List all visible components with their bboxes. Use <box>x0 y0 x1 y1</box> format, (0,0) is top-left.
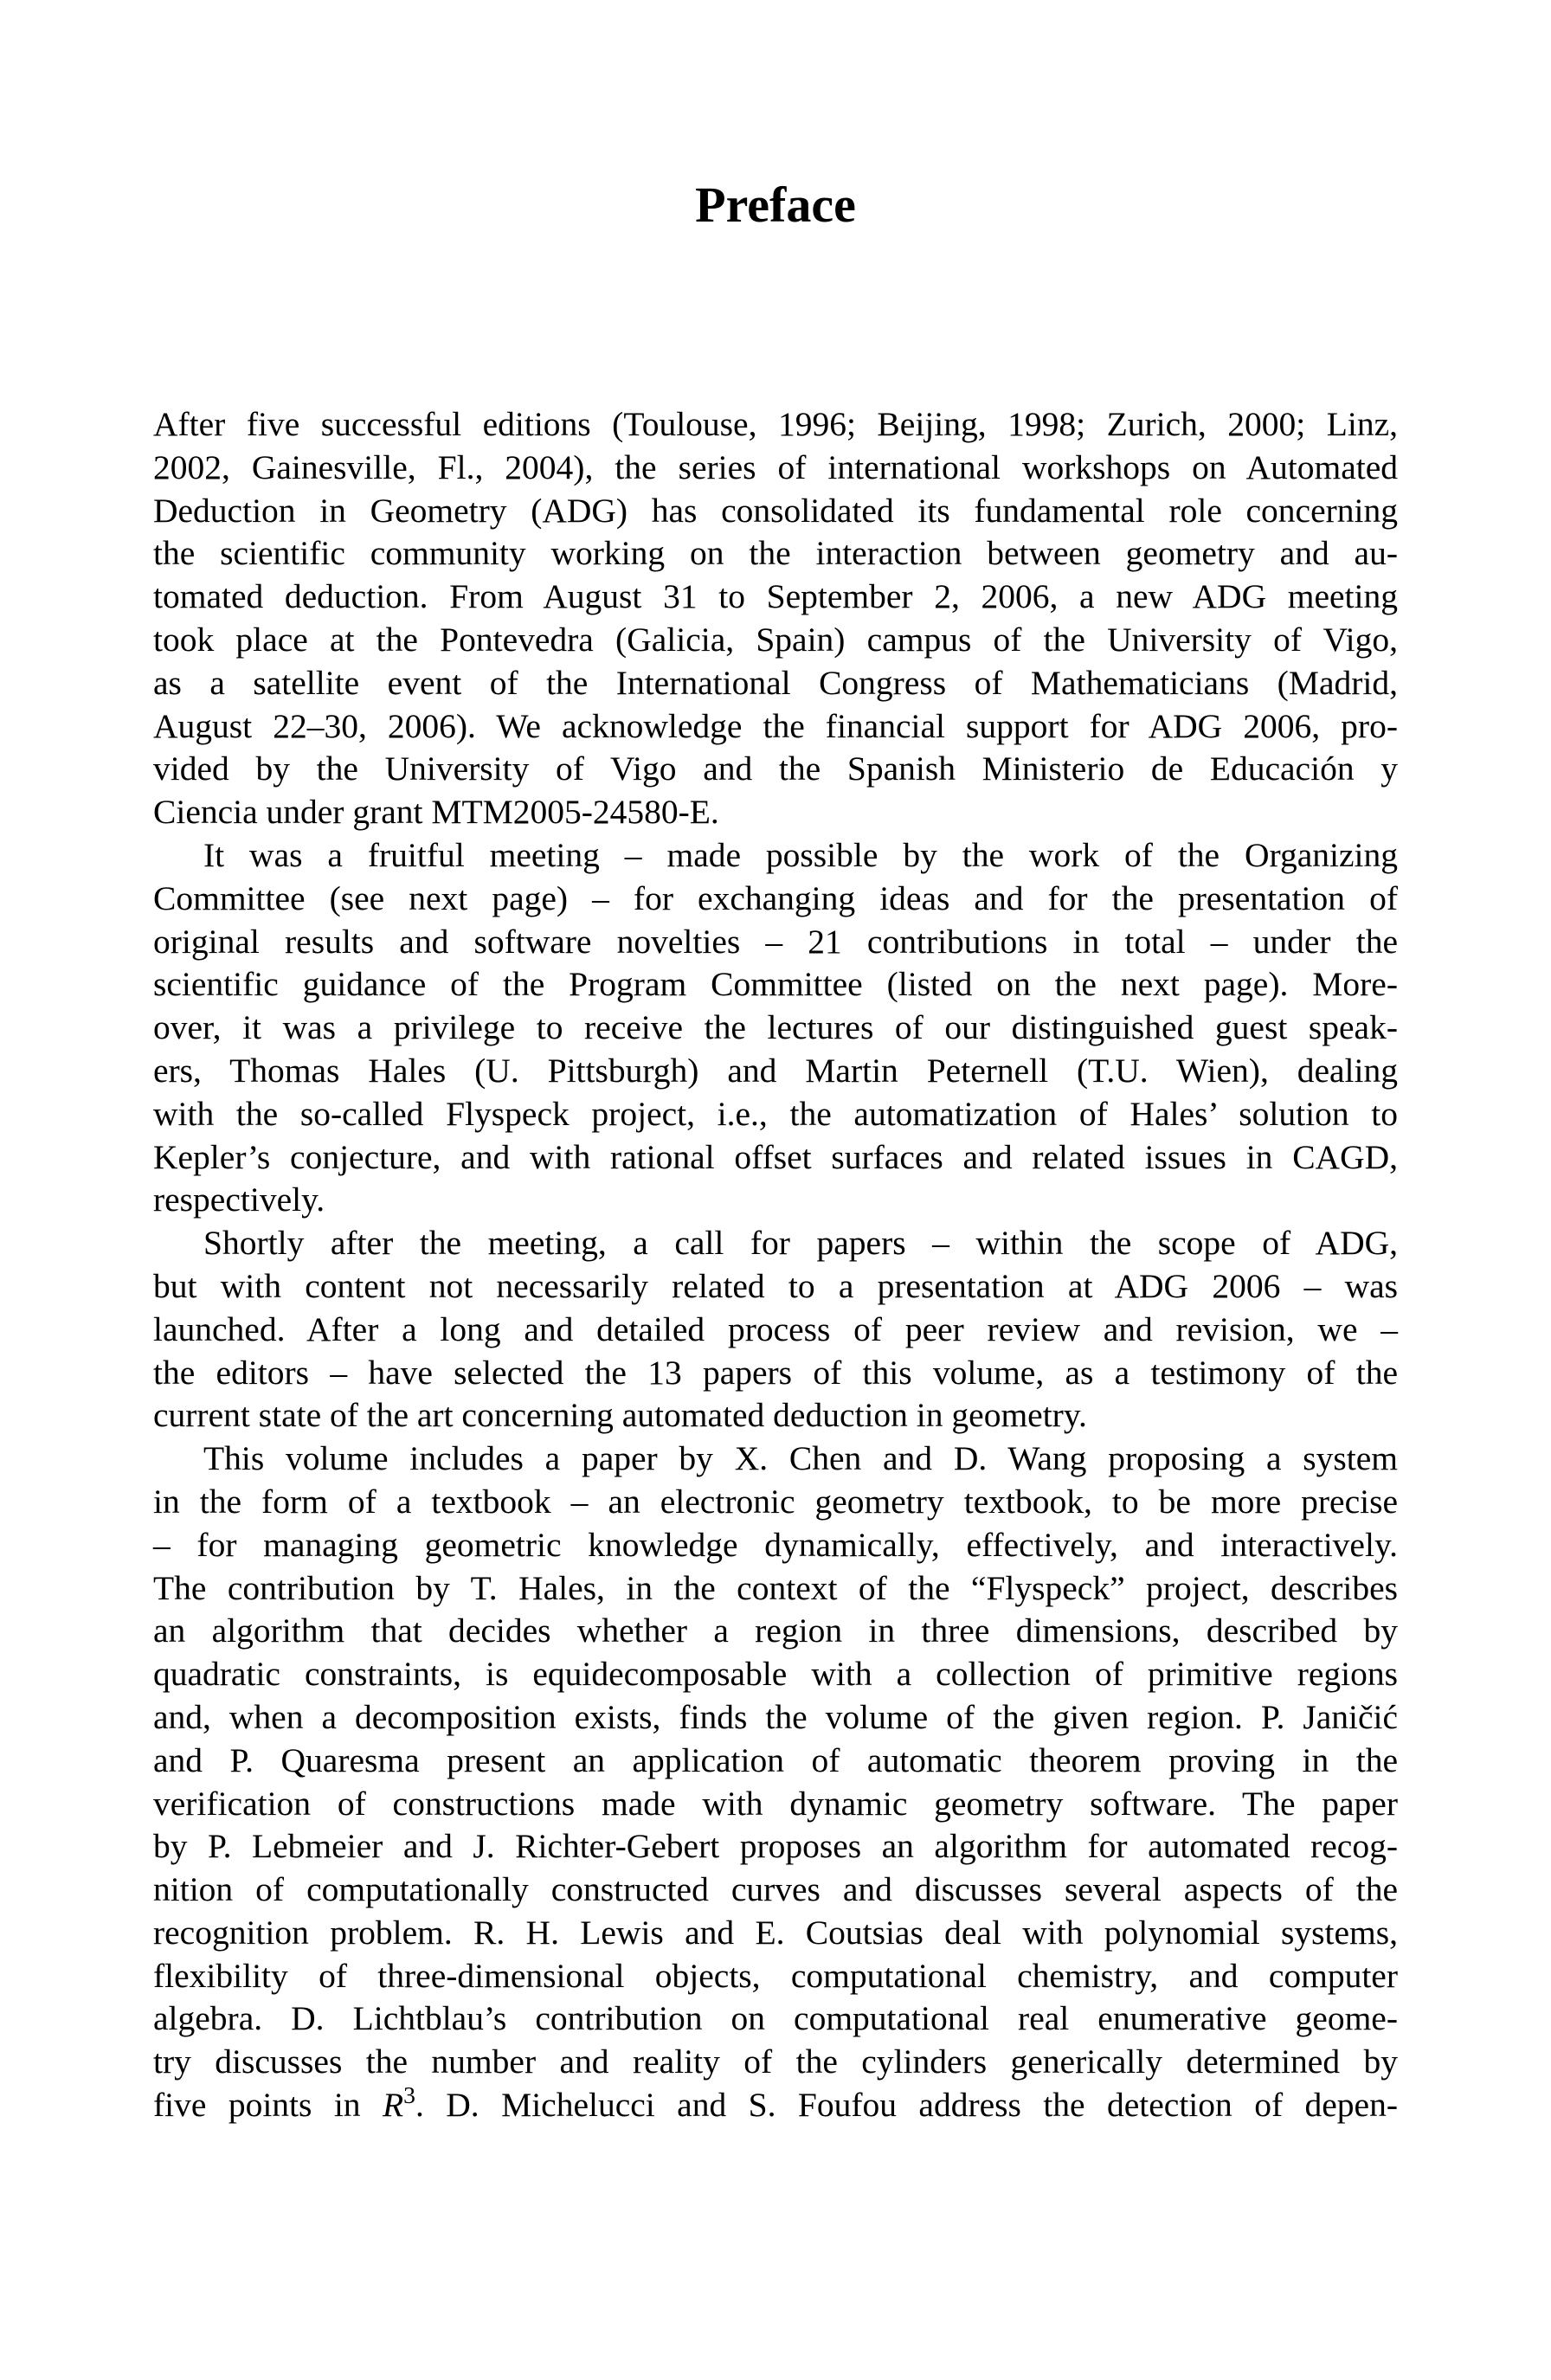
math-symbol-r: R <box>382 2086 404 2125</box>
text-line: nition of computationally constructed curves and discusses several aspects of the <box>153 1870 1398 1909</box>
page-title: Preface <box>695 177 856 233</box>
text-line: flexibility of three-dimensional objects, computational chemistry, and computer <box>153 1956 1398 1995</box>
text-line: Ciencia under grant MTM2005-24580-E. <box>153 793 719 832</box>
text-fragment: . D. Michelucci and S. Foufou address the detection of depen- <box>415 2086 1398 2125</box>
text-line: algebra. D. Lichtblau’s contribution on computational real enumerative geome- <box>153 1999 1398 2038</box>
text-line: the scientific community working on the interaction between geometry and au- <box>153 534 1398 573</box>
text-line-with-math <box>153 2081 1398 2127</box>
text-line: launched. After a long and detailed process of peer review and revision, we – <box>153 1309 1398 1348</box>
text-line: verification of constructions made with dynamic geometry software. The paper <box>153 1784 1398 1823</box>
text-line: and P. Quaresma present an application of automatic theorem proving in the <box>153 1740 1398 1779</box>
math-superscript: 3 <box>403 2081 415 2108</box>
paragraph-4 <box>153 1438 1398 2127</box>
paragraph-3 <box>153 1222 1398 1438</box>
text-line: vided by the University of Vigo and the Spanish Ministerio de Educación y <box>153 749 1398 788</box>
text-line: This volume includes a paper by X. Chen and D. Wang proposing a system <box>203 1439 1398 1478</box>
text-line: 2002, Gainesville, Fl., 2004), the series of international workshops on Automated <box>153 447 1398 486</box>
text-line: ers, Thomas Hales (U. Pittsburgh) and Martin Peternell (T.U. Wien), dealing <box>153 1051 1398 1090</box>
text-line: Kepler’s conjecture, and with rational offset surfaces and related issues in CAGD, <box>153 1137 1398 1176</box>
text-line: The contribution by T. Hales, in the context of the “Flyspeck” project, describes <box>153 1568 1398 1607</box>
text-line: – for managing geometric knowledge dynamically, effectively, and interactively. <box>153 1525 1398 1564</box>
text-line: the editors – have selected the 13 papers of this volume, as a testimony of the <box>153 1353 1398 1392</box>
text-line: quadratic constraints, is equidecomposable with a collection of primitive regions <box>153 1655 1398 1694</box>
text-line: in the form of a textbook – an electronic geometry textbook, to be more precise <box>153 1482 1398 1521</box>
text-line: It was a fruitful meeting – made possible by the work of the Organizing <box>203 835 1398 874</box>
text-line: tomated deduction. From August 31 to September 2, 2006, a new ADG meeting <box>153 577 1398 616</box>
text-line: Shortly after the meeting, a call for papers – within the scope of ADG, <box>203 1224 1398 1263</box>
text-line: an algorithm that decides whether a region in three dimensions, described by <box>153 1611 1398 1650</box>
text-line: August 22–30, 2006). We acknowledge the financial support for ADG 2006, pro- <box>153 706 1398 745</box>
text-line: with the so-called Flyspeck project, i.e., the automatization of Hales’ solution to <box>153 1094 1398 1133</box>
text-line: and, when a decomposition exists, finds the volume of the given region. P. Janičić <box>153 1697 1398 1736</box>
text-fragment: five points in <box>153 2086 383 2125</box>
text-line: After five successful editions (Toulouse, 1996; Beijing, 1998; Zurich, 2000; Linz, <box>153 405 1398 443</box>
text-line: respectively. <box>153 1180 325 1219</box>
text-line: over, it was a privilege to receive the lectures of our distinguished guest speak- <box>153 1008 1398 1047</box>
text-line: by P. Lebmeier and J. Richter-Gebert proposes an algorithm for automated recog- <box>153 1827 1398 1866</box>
text-line: original results and software novelties – 21 contributions in total – under the <box>153 922 1398 961</box>
paragraph-2 <box>153 834 1398 1222</box>
text-line: scientific guidance of the Program Committee (listed on the next page). More- <box>153 965 1398 1004</box>
preface-body <box>153 403 1398 2127</box>
paragraph-1 <box>153 403 1398 834</box>
text-line: current state of the art concerning automated deduction in geometry. <box>153 1396 1087 1435</box>
text-line: recognition problem. R. H. Lewis and E. Coutsias deal with polynomial systems, <box>153 1913 1398 1952</box>
text-line: Committee (see next page) – for exchanging ideas and for the presentation of <box>153 878 1398 917</box>
text-line: but with content not necessarily related to a presentation at ADG 2006 – was <box>153 1266 1398 1305</box>
text-line: try discusses the number and reality of the cylinders generically determined by <box>153 2042 1398 2081</box>
text-line: took place at the Pontevedra (Galicia, Spain) campus of the University of Vigo, <box>153 620 1398 659</box>
text-line: Deduction in Geometry (ADG) has consolidated its fundamental role concerning <box>153 491 1398 530</box>
text-line: as a satellite event of the International Congress of Mathematicians (Madrid, <box>153 663 1398 702</box>
